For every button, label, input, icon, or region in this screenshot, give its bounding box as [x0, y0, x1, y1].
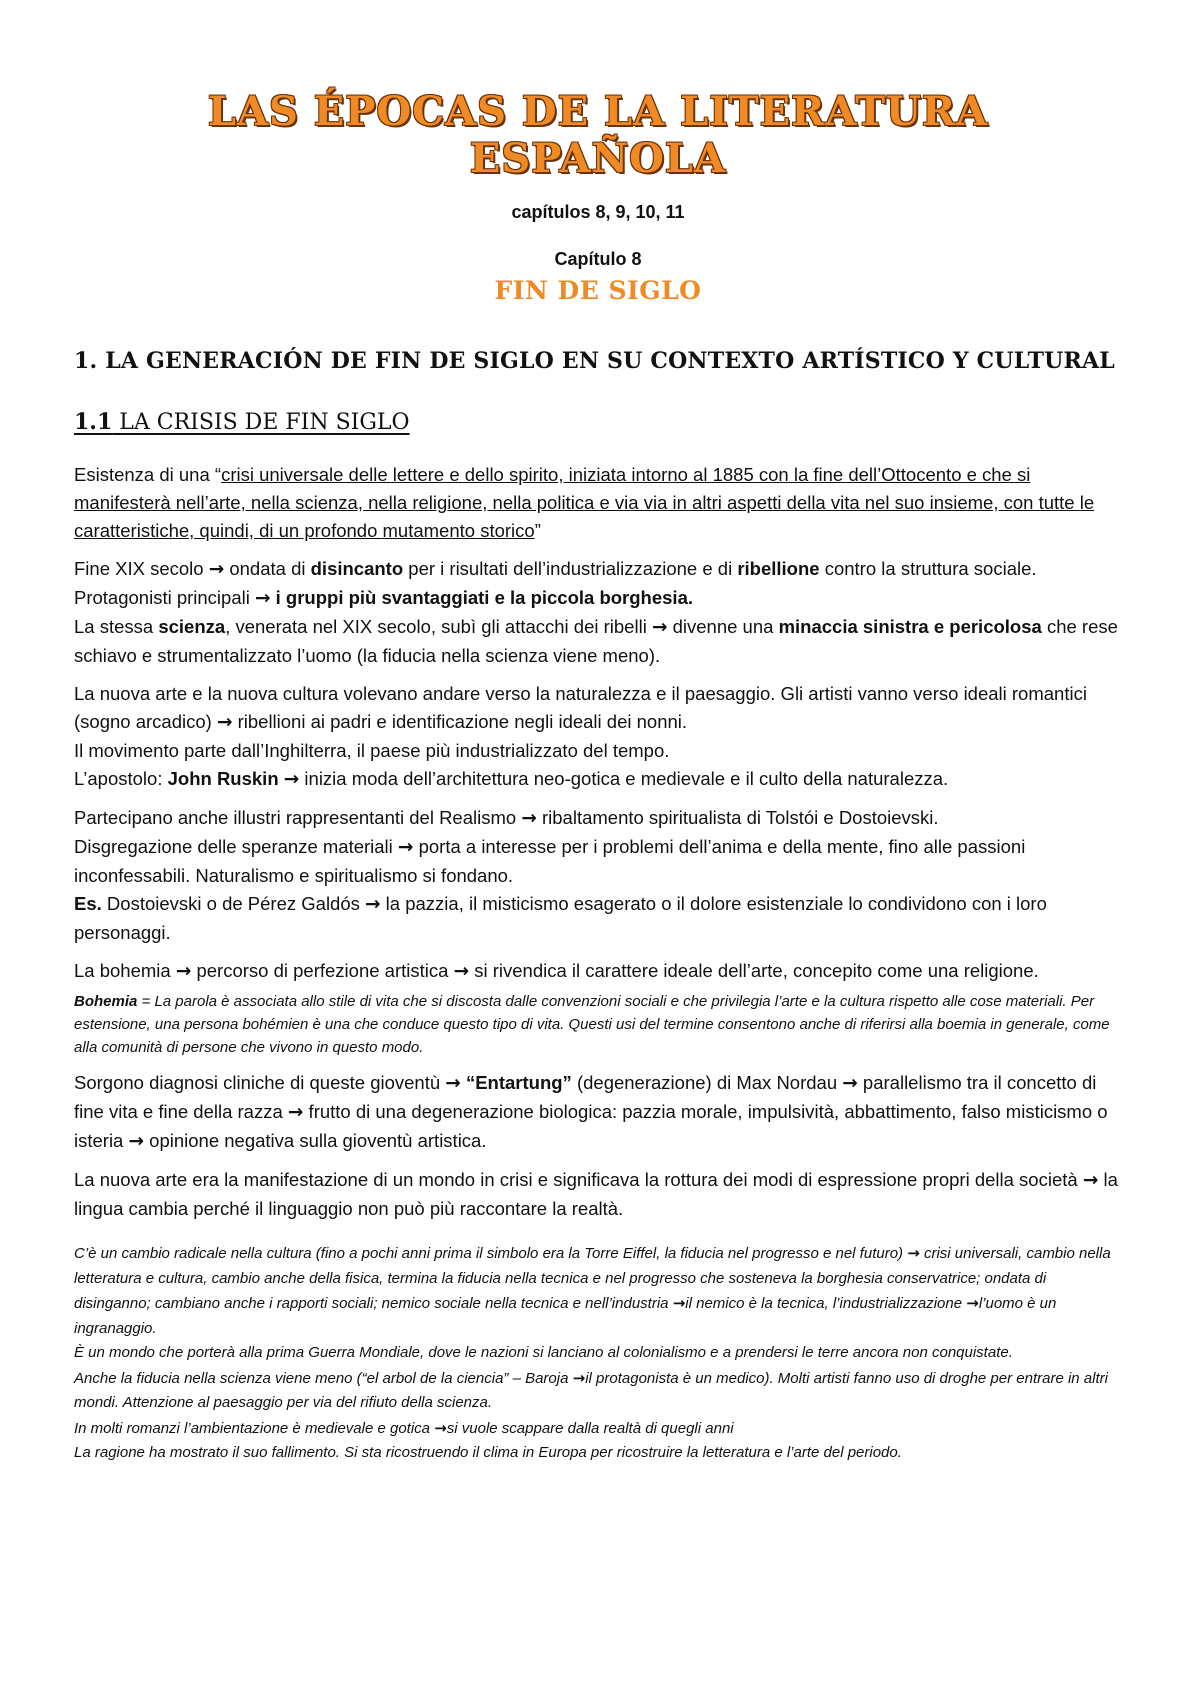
paragraph-bohemia: La bohemia → percorso di perfezione artistica → si rivendica il carattere ideale dell’arte, concepito come una religione. [74, 960, 1039, 982]
arrow-icon: → [434, 1418, 447, 1437]
paragraph-entartung: Sorgono diagnosi cliniche di queste gioventù → “Entartung” (degenerazione) di Max Nordau → parallelismo tra il concetto di fine vita e fine della razza → frutto di una degenerazione biologica: pazzia morale, impulsività, abbattimento, falso misticismo o isteria → opinione negativa sulla gioventù artistica. [74, 1072, 1108, 1152]
chapter-title: FIN DE SIGLO [494, 276, 702, 305]
paragraph-crisis-quote: Esistenza di una “crisi universale delle lettere e dello spirito, iniziata intorno al 1885 con la fine dell’Ottocento e che si manifesterà nell’arte, nella scienza, nella religione, nella politica e via via in altri aspetti della vita nel suo insieme, con tutte le caratteristiche, quindi, di un profondo mutamento storico” [74, 464, 1095, 541]
note-line: È un mondo che porterà alla prima Guerra Mondiale, dove le nazioni si lanciano al colonialismo e a prendersi le terre ancora non conquistate. [74, 1344, 1013, 1361]
arrow-icon: → [445, 1073, 461, 1094]
arrow-icon: → [672, 1294, 686, 1312]
arrow-icon: → [216, 712, 233, 733]
arrow-icon: → [1082, 1170, 1099, 1191]
arrow-icon: → [842, 1073, 858, 1094]
note-bohemia: Bohemia = La parola è associata allo stile di vita che si discosta dalle convenzioni sociali e che privilegia l’arte e la cultura rispetto alle cose materiali. Per estensione, una persona bohémien è una che conduce questo tipo di vita. Questi usi del termine consentono anche di riferirsi alla boemia in generale, come alla comunità di persone che vivono in questo modo. [74, 993, 1110, 1056]
chapter-label: Capítulo 8 [554, 249, 642, 269]
arrow-icon: → [128, 1131, 145, 1152]
arrow-icon: → [208, 559, 225, 580]
arrow-icon: → [365, 894, 381, 915]
arrow-icon: → [283, 769, 300, 790]
paragraph-mondo-in-crisi: La nuova arte era la manifestazione di un mondo in crisi e significava la rottura dei modi di espressione propri della società → la lingua cambia perché il linguaggio non può più raccontare la realtà. [74, 1169, 1118, 1219]
arrow-icon: → [572, 1368, 586, 1387]
arrow-icon: → [287, 1102, 304, 1123]
note-line: In molti romanzi l’ambientazione è medievale e gotica →si vuole scappare dalla realtà di quegli anni [74, 1418, 734, 1437]
document-title: LAS ÉPOCAS DE LA LITERATURA ESPAÑOLA [207, 88, 989, 182]
arrow-icon: → [453, 961, 470, 982]
note-line: Anche la fiducia nella scienza viene meno (“el arbol de la ciencia” – Baroja →il protagonista è un medico). Molti artisti fanno uso di droghe per entrare in altri mondi. Attenzione al paesaggio per via del rifiuto della scienza. [74, 1368, 1108, 1411]
arrow-icon: → [521, 808, 537, 829]
paragraph-fine-secolo: Fine XIX secolo → ondata di disincanto per i risultati dell’industrializzazione e di ribellione contro la struttura sociale. Protagonisti principali → i gruppi più svantaggiati e la piccola borghesia. La stessa scienza, venerata nel XIX secolo, subì gli attacchi dei ribelli → divenne una minaccia sinistra e pericolosa che rese schiavo e strumentalizzato l’uomo (la fiducia nella scienza viene meno). [74, 558, 1118, 666]
arrow-icon: → [175, 961, 192, 982]
section-heading-1-1 [74, 409, 410, 435]
section-heading-1: 1. LA GENERACIÓN DE FIN DE SIGLO EN SU CONTEXTO ARTÍSTICO Y CULTURAL [74, 348, 1115, 374]
underlined-quote: crisi universale delle lettere e dello spirito, iniziata intorno al 1885 con la fine dell’Ottocento e che si manifesterà nell’arte, nella scienza, nella religione, nella politica e via via in altri aspetti della vita nel suo insieme, con tutte le caratteristiche, quindi, di un profondo mutamento storico [74, 464, 1095, 541]
arrow-icon: → [907, 1244, 920, 1262]
paragraph-realismo: Partecipano anche illustri rappresentanti del Realismo → ribaltamento spiritualista di Tolstói e Dostoievski. Disgregazione delle speranze materiali → porta a interesse per i problemi dell’anima e della mente, fino alle passioni inconfessabili. Naturalismo e spiritualismo si fondano. Es. Dostoievski o de Pérez Galdós → la pazzia, il misticismo esagerato o il dolore esistenziale lo condividono con i loro personaggi. [74, 807, 1047, 943]
arrow-icon: → [651, 617, 668, 638]
arrow-icon: → [966, 1294, 979, 1312]
note-line: La ragione ha mostrato il suo fallimento. Si sta ricostruendo il clima in Europa per ricostruire la letteratura e l’arte del periodo. [74, 1444, 902, 1461]
document-subtitle: capítulos 8, 9, 10, 11 [511, 202, 685, 222]
arrow-icon: → [397, 837, 414, 858]
section-number: 1.1 [74, 409, 113, 435]
note-line: C’è un cambio radicale nella cultura (fino a pochi anni prima il simbolo era la Torre Eiffel, la fiducia nel progresso e nel futuro) → crisi universali, cambio nella letteratura e cultura, cambio anche della fisica, termina la fiducia nella tecnica e nel progresso che sosteneva la borghesia conservatrice; ondata di disinganno; cambiano anche i rapporti sociali; nemico sociale nella tecnica e nell’industria →il nemico è la tecnica, l’industrializzazione →l’uomo è un ingranaggio. [74, 1244, 1111, 1337]
section-title: LA CRISIS DE FIN SIGLO [112, 410, 410, 435]
notes-block [74, 1241, 1122, 1466]
arrow-icon: → [254, 588, 271, 609]
paragraph-nuova-arte: La nuova arte e la nuova cultura volevano andare verso la naturalezza e il paesaggio. Gli artisti vanno verso ideali romantici (sogno arcadico) → ribellioni ai padri e identificazione negli ideali dei nonni. Il movimento parte dall’Inghilterra, il paese più industrializzato del tempo. L’apostolo: John Ruskin → inizia moda dell’architettura neo-gotica e medievale e il culto della naturalezza. [74, 683, 1087, 790]
